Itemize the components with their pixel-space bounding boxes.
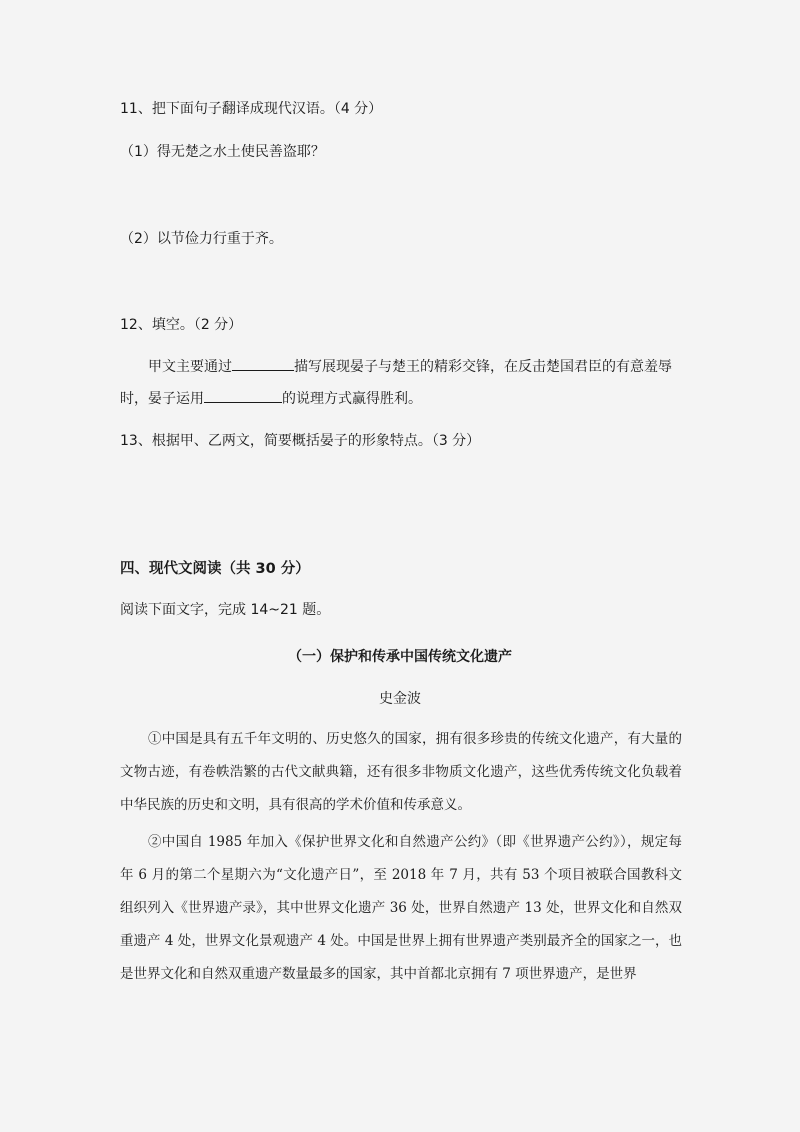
question-11-sentence-2: （2）以节俭力行重于齐。 [120, 231, 283, 247]
paragraph-2-text: ②中国自 1985 年加入《保护世界文化和自然遗产公约》（即《世界遗产公约》），规定每年 6 月的第二个星期六为“文化遗产日”，至 2018 年 7 月，共有 53 个项目被联合国教科文组织列入《世界遗产录》，其中世界文化遗产 36 处，世界自然遗产 13 处，世界文化和自然双重遗产 4 处，世界文化景观遗产 4 处。中国是世界上拥有世界遗产类别最齐全的国家之一，也是世界文化和自然双重遗产数量最多的国家，其中首都北京拥有 7 项世界遗产，是世界 [120, 834, 682, 982]
question-12-text-b: 描写展现晏子与楚王的精彩交锋，在反击楚国君臣的有意羞辱 [294, 359, 672, 375]
section-4-instruction: 阅读下面文字，完成 14~21 题。 [120, 602, 331, 618]
article-author: 史金波 [379, 691, 421, 707]
question-12-line-1 [120, 356, 682, 377]
article-title: （一）保护和传承中国传统文化遗产 [288, 649, 512, 665]
answer-blank-1[interactable] [232, 356, 294, 371]
question-12-text-c: 时，晏子运用 [120, 391, 204, 407]
section-4-heading: 四、现代文阅读（共 30 分） [120, 561, 310, 577]
question-11-sentence-1: （1）得无楚之水土使民善盗耶？ [120, 144, 325, 160]
question-12-title: 12、填空。（2 分） [120, 317, 243, 333]
article-paragraph-1 [120, 723, 682, 822]
question-11-title: 11、把下面句子翻译成现代汉语。（4 分） [120, 101, 383, 117]
article-paragraph-2 [120, 826, 682, 991]
paragraph-1-text: ①中国是具有五千年文明的、历史悠久的国家，拥有很多珍贵的传统文化遗产，有大量的文物古迹，有卷帙浩繁的古代文献典籍，还有很多非物质文化遗产，这些优秀传统文化负载着中华民族的历史和文明，具有很高的学术价值和传承意义。 [120, 731, 682, 813]
question-12-line-2 [120, 388, 682, 409]
question-12-text-d: 的说理方式赢得胜利。 [282, 391, 422, 407]
answer-blank-2[interactable] [204, 388, 282, 403]
question-13-title: 13、根据甲、乙两文，简要概括晏子的形象特点。（3 分） [120, 433, 481, 449]
question-12-text-a: 甲文主要通过 [148, 359, 232, 375]
